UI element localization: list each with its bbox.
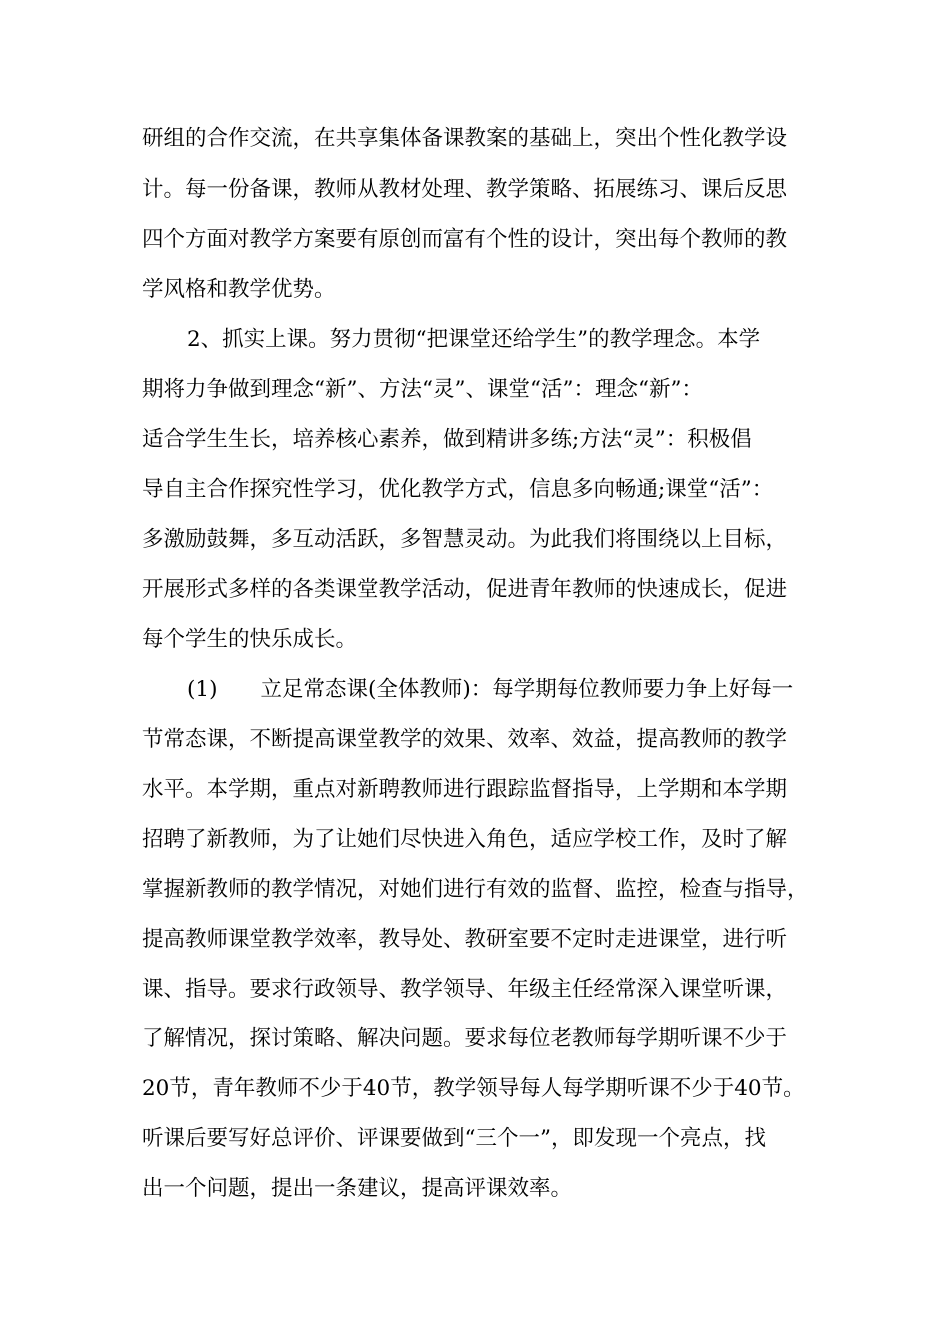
text-line: 水平。本学期，重点对新聘教师进行跟踪监督指导，上学期和本学期 bbox=[142, 777, 788, 802]
text-line: 节常态课，不断提高课堂教学的效果、效率、效益，提高教师的教学 bbox=[142, 727, 788, 752]
text-line: 招聘了新教师，为了让她们尽快进入角色，适应学校工作，及时了解 bbox=[142, 827, 788, 852]
text-line: 多激励鼓舞，多互动活跃，多智慧灵动。为此我们将围绕以上目标， bbox=[142, 527, 788, 552]
text-line: 20节，青年教师不少于40节，教学领导每人每学期听课不少于40节。 bbox=[142, 1076, 805, 1101]
paragraph-start-line: (1) 立足常态课(全体教师)：每学期每位教师要力争上好每一 bbox=[187, 677, 794, 702]
paragraph-start-line: 2、抓实上课。努力贯彻“把课堂还给学生”的教学理念。本学 bbox=[187, 327, 761, 352]
text-line: 了解情况，探讨策略、解决问题。要求每位老教师每学期听课不少于 bbox=[142, 1026, 788, 1051]
text-line: 出一个问题，提出一条建议，提高评课效率。 bbox=[142, 1176, 573, 1201]
text-line: 研组的合作交流，在共享集体备课教案的基础上，突出个性化教学设 bbox=[142, 126, 788, 151]
text-line: 学风格和教学优势。 bbox=[142, 277, 336, 302]
text-line: 计。每一份备课，教师从教材处理、教学策略、拓展练习、课后反思 bbox=[142, 177, 788, 202]
text-line: 导自主合作探究性学习，优化教学方式，信息多向畅通;课堂“活”： bbox=[142, 477, 774, 502]
text-line: 开展形式多样的各类课堂教学活动，促进青年教师的快速成长，促进 bbox=[142, 577, 788, 602]
text-line: 每个学生的快乐成长。 bbox=[142, 627, 358, 652]
text-line: 适合学生生长，培养核心素养，做到精讲多练;方法“灵”：积极倡 bbox=[142, 427, 752, 452]
text-line: 四个方面对教学方案要有原创而富有个性的设计，突出每个教师的教 bbox=[142, 227, 788, 252]
text-line: 课、指导。要求行政领导、教学领导、年级主任经常深入课堂听课， bbox=[142, 977, 788, 1002]
text-line: 提高教师课堂教学效率，教导处、教研室要不定时走进课堂，进行听 bbox=[142, 927, 788, 952]
text-line: 听课后要写好总评价、评课要做到“三个一”，即发现一个亮点，找 bbox=[142, 1126, 766, 1151]
text-line: 期将力争做到理念“新”、方法“灵”、课堂“活”：理念“新”： bbox=[142, 377, 703, 402]
text-line: 掌握新教师的教学情况，对她们进行有效的监督、监控，检查与指导， bbox=[142, 877, 809, 902]
